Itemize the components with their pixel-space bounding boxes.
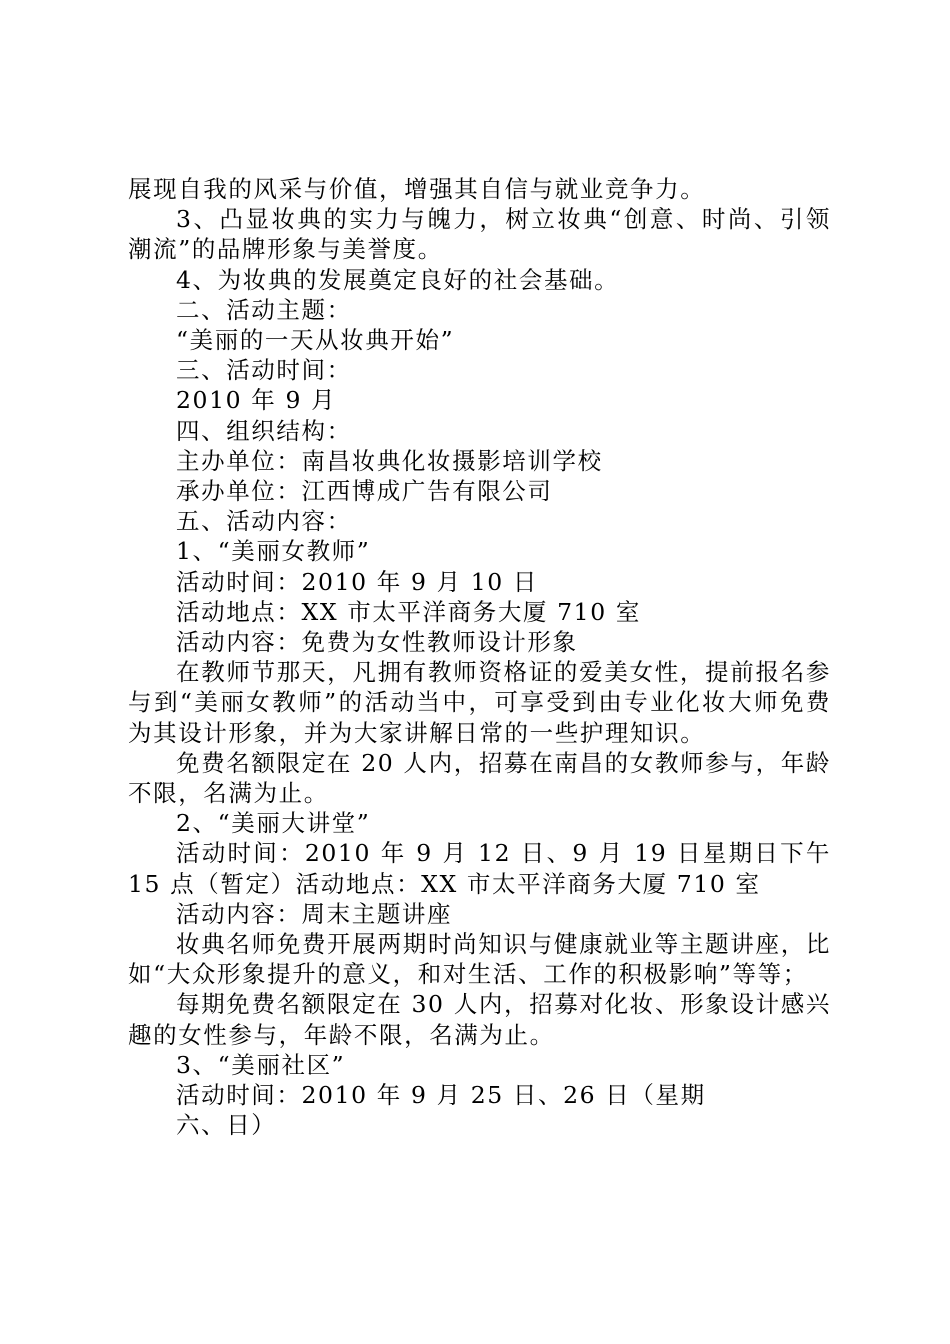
paragraph: “美丽的一天从妆典开始” <box>176 326 455 355</box>
paragraph: 免费名额限定在 20 人内，招募在南昌的女教师参与，年龄不限，名满为止。 <box>128 748 831 808</box>
section-heading: 四、组织结构： <box>176 416 352 445</box>
section-heading: 三、活动时间： <box>176 356 352 385</box>
paragraph: 承办单位：江西博成广告有限公司 <box>176 477 553 506</box>
paragraph: 活动时间：2010 年 9 月 25 日、26 日（星期 <box>176 1081 706 1110</box>
paragraph: 4、为妆典的发展奠定良好的社会基础。 <box>176 265 620 294</box>
paragraph: 展现自我的风采与价值，增强其自信与就业竞争力。 <box>128 175 706 203</box>
section-heading: 二、活动主题： <box>176 295 352 324</box>
paragraph: 活动时间：2010 年 9 月 12 日、9 月 19 日星期日下午 15 点（暂定）活动地点：XX 市太平洋商务大厦 710 室 <box>128 839 831 898</box>
paragraph: 妆典名师免费开展两期时尚知识与健康就业等主题讲座，比如“大众形象提升的意义，和对生活、工作的积极影响”等等； <box>128 930 831 989</box>
paragraph: 活动内容：免费为女性教师设计形象 <box>176 628 578 657</box>
subsection-heading: 3、“美丽社区” <box>176 1050 346 1079</box>
document-body <box>128 174 831 1141</box>
paragraph: 在教师节那天，凡拥有教师资格证的爱美女性，提前报名参与到“美丽女教师”的活动当中，可享受到由专业化妆大师免费为其设计形象，并为大家讲解日常的一些护理知识。 <box>128 658 831 747</box>
paragraph: 3、凸显妆典的实力与魄力，树立妆典“创意、时尚、引领潮流”的品牌形象与美誉度。 <box>128 205 831 264</box>
paragraph: 活动内容：周末主题讲座 <box>176 899 453 928</box>
subsection-heading: 2、“美丽大讲堂” <box>176 809 371 838</box>
paragraph: 六、日） <box>176 1111 277 1140</box>
section-heading: 五、活动内容： <box>176 507 352 536</box>
paragraph: 主办单位：南昌妆典化妆摄影培训学校 <box>176 446 603 475</box>
paragraph: 每期免费名额限定在 30 人内，招募对化妆、形象设计感兴趣的女性参与，年龄不限，名满为止。 <box>128 990 831 1049</box>
subsection-heading: 1、“美丽女教师” <box>176 537 371 566</box>
paragraph: 2010 年 9 月 <box>176 386 337 415</box>
paragraph: 活动时间：2010 年 9 月 10 日 <box>176 567 539 596</box>
paragraph: 活动地点：XX 市太平洋商务大厦 710 室 <box>176 597 641 626</box>
